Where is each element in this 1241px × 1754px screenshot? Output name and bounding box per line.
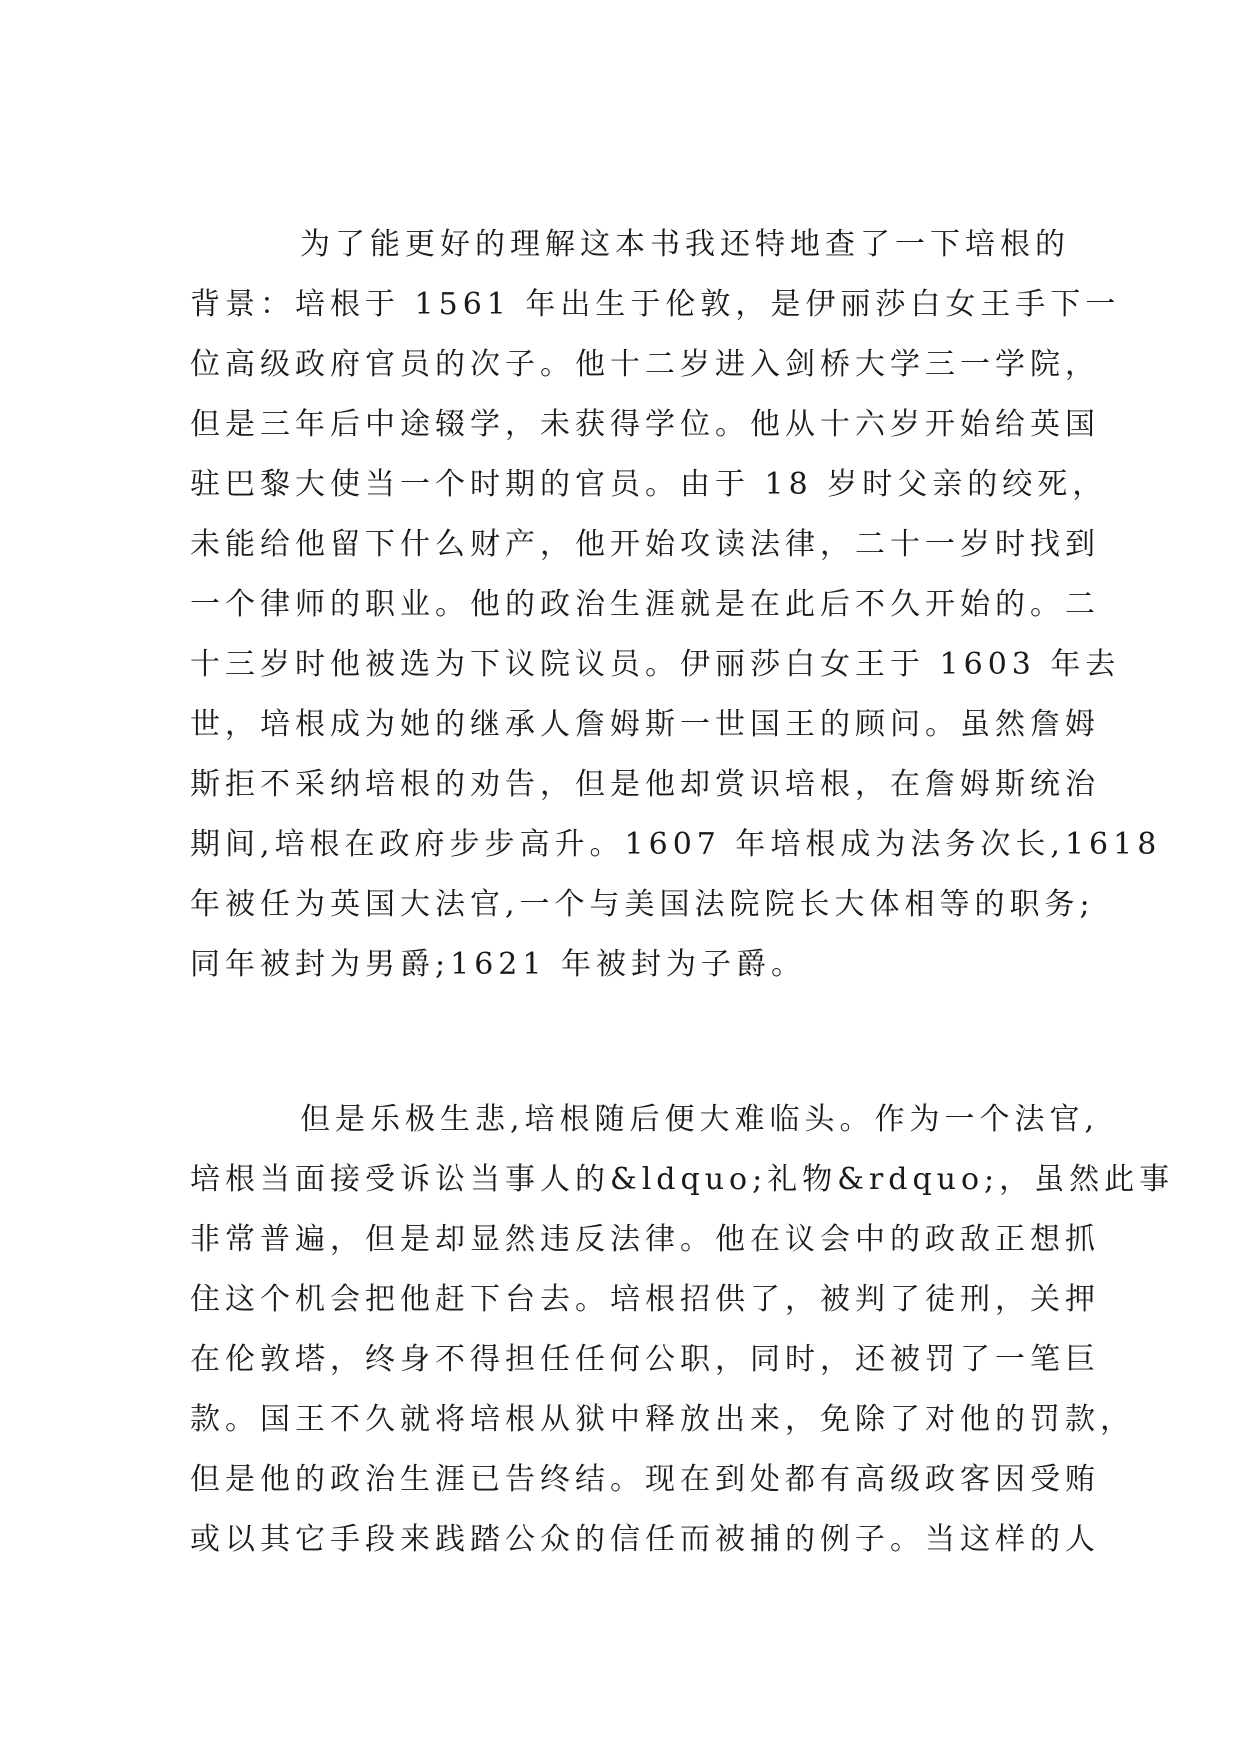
text-line: 一个律师的职业。他的政治生涯就是在此后不久开始的。二 — [190, 587, 1100, 622]
text-line: 在伦敦塔，终身不得担任任何公职，同时，还被罚了一笔巨 — [190, 1342, 1100, 1377]
text-line: 年被任为英国大法官,一个与美国法院院长大体相等的职务; — [190, 887, 1095, 922]
text-line: 世，培根成为她的继承人詹姆斯一世国王的顾问。虽然詹姆 — [190, 707, 1100, 742]
text-line: 十三岁时他被选为下议院议员。伊丽莎白女王于 1603 年去 — [190, 647, 1121, 682]
text-line: 期间,培根在政府步步高升。1607 年培根成为法务次长,1618 — [190, 827, 1162, 862]
text-line: 住这个机会把他赶下台去。培根招供了，被判了徒刑，关押 — [190, 1282, 1100, 1317]
text-line: 培根当面接受诉讼当事人的&ldquo;礼物&rdquo;，虽然此事 — [190, 1162, 1175, 1197]
paragraph-bacon-background — [190, 215, 1162, 995]
text-line: 位高级政府官员的次子。他十二岁进入剑桥大学三一学院， — [190, 347, 1100, 382]
text-line: 未能给他留下什么财产，他开始攻读法律，二十一岁时找到 — [190, 527, 1100, 562]
text-line: 为了能更好的理解这本书我还特地查了一下培根的 — [300, 227, 1070, 262]
text-line: 非常普遍，但是却显然违反法律。他在议会中的政敌正想抓 — [190, 1222, 1100, 1257]
text-line: 驻巴黎大使当一个时期的官员。由于 18 岁时父亲的绞死， — [190, 467, 1108, 502]
text-line: 背景：培根于 1561 年出生于伦敦，是伊丽莎白女王手下一 — [190, 287, 1121, 322]
text-line: 但是他的政治生涯已告终结。现在到处都有高级政客因受贿 — [190, 1462, 1100, 1497]
text-line: 但是三年后中途辍学，未获得学位。他从十六岁开始给英国 — [190, 407, 1100, 442]
paragraph-bacon-downfall — [190, 1090, 1175, 1570]
text-line: 同年被封为男爵;1621 年被封为子爵。 — [190, 947, 806, 982]
text-line: 斯拒不采纳培根的劝告，但是他却赏识培根，在詹姆斯统治 — [190, 767, 1100, 802]
text-line: 或以其它手段来践踏公众的信任而被捕的例子。当这样的人 — [190, 1522, 1100, 1557]
text-line: 但是乐极生悲,培根随后便大难临头。作为一个法官, — [300, 1102, 1100, 1137]
text-line: 款。国王不久就将培根从狱中释放出来，免除了对他的罚款， — [190, 1402, 1135, 1437]
